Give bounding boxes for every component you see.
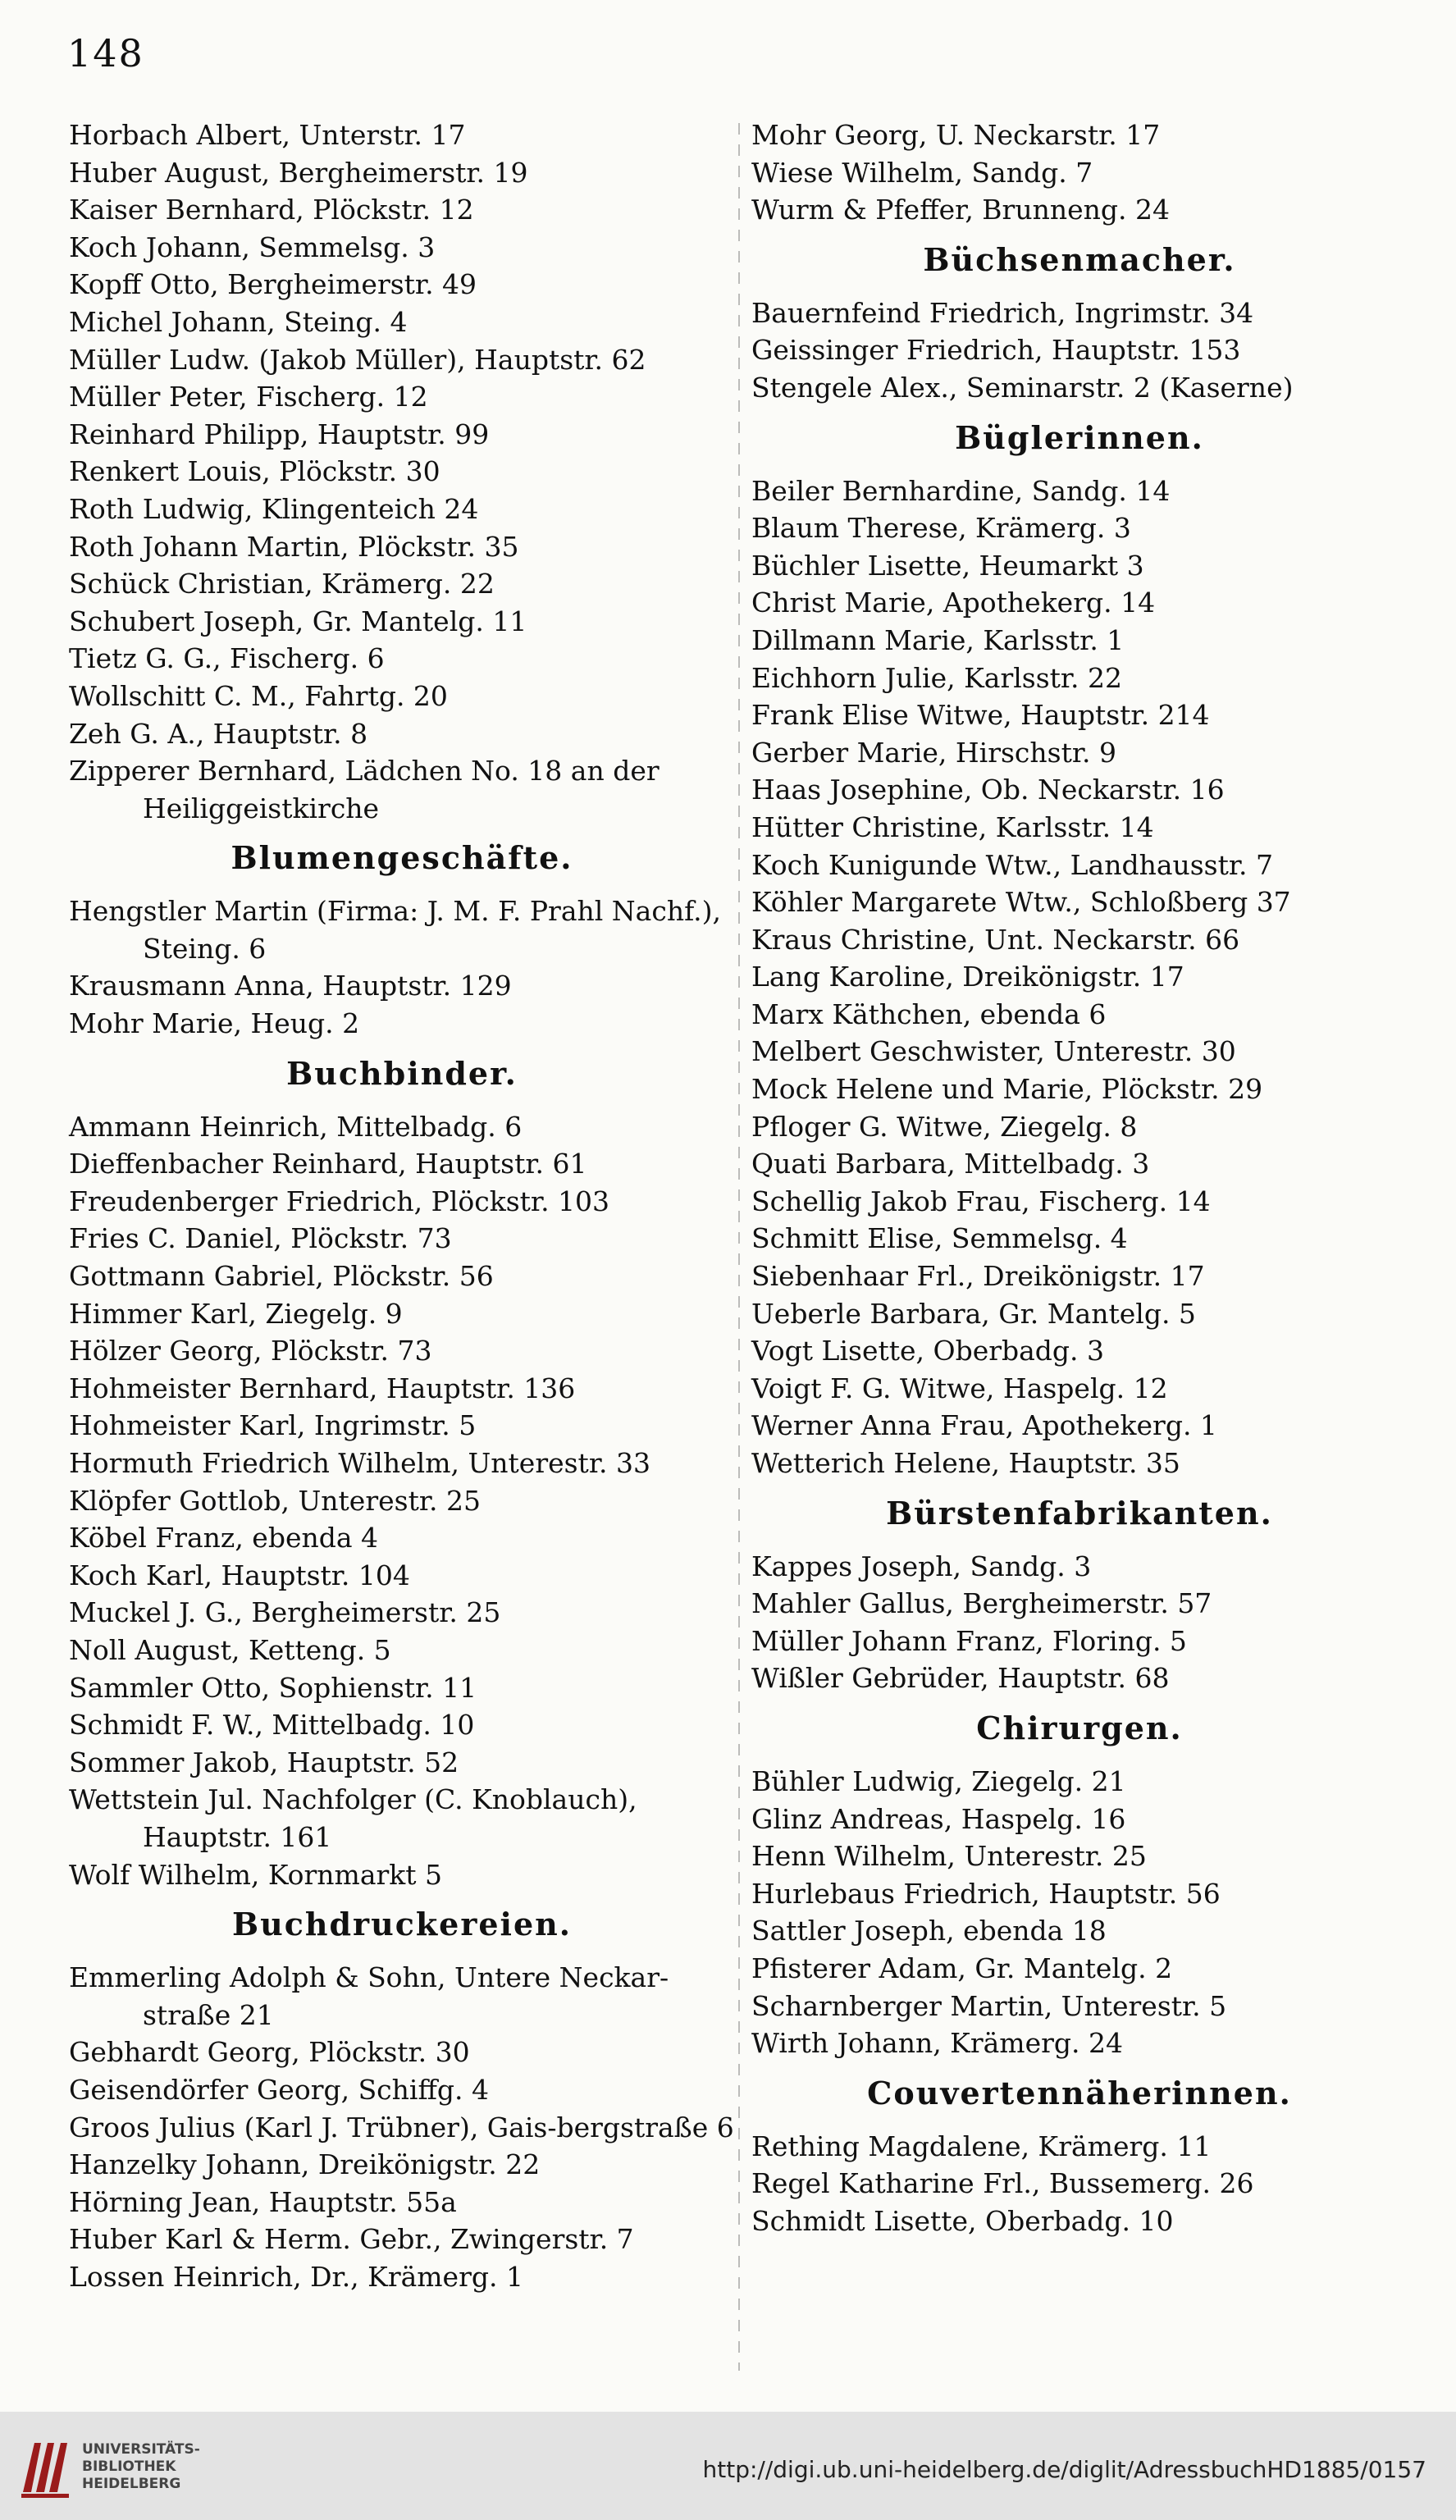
logo-line: BIBLIOTHEK	[82, 2458, 176, 2475]
directory-entry: Rething Magdalene, Krämerg. 11	[751, 2130, 1212, 2162]
directory-entry: Voigt F. G. Witwe, Haspelg. 12	[751, 1372, 1168, 1404]
directory-entry: Wollschitt C. M., Fahrtg. 20	[69, 679, 448, 712]
university-library-logo-icon	[18, 2435, 72, 2500]
directory-entry: Huber August, Bergheimerstr. 19	[69, 156, 528, 189]
directory-entry: Kopff Otto, Bergheimerstr. 49	[69, 268, 477, 301]
directory-entry: Hohmeister Karl, Ingrimstr. 5	[69, 1409, 477, 1442]
directory-entry: Köbel Franz, ebenda 4	[69, 1522, 379, 1554]
directory-entry: Wolf Wilhelm, Kornmarkt 5	[69, 1858, 443, 1891]
directory-entry: Sattler Joseph, ebenda 18	[751, 1915, 1107, 1947]
directory-entry: Muckel J. G., Bergheimerstr. 25	[69, 1596, 501, 1629]
directory-entry: Wettstein Jul. Nachfolger (C. Knoblauch), Hauptstr. 161	[69, 1783, 637, 1853]
directory-entry: Dieffenbacher Reinhard, Hauptstr. 61	[69, 1148, 587, 1180]
directory-entry: Noll August, Ketteng. 5	[69, 1633, 391, 1666]
directory-entry: Wurm & Pfeffer, Brunneng. 24	[751, 194, 1170, 226]
directory-entry: Schück Christian, Krämerg. 22	[69, 568, 495, 600]
directory-entry: Emmerling Adolph & Sohn, Untere Neckar-straße 21	[69, 1961, 669, 2031]
directory-entry: Wirth Johann, Krämerg. 24	[751, 2027, 1123, 2060]
directory-entry: Quati Barbara, Mittelbadg. 3	[751, 1148, 1150, 1180]
directory-entry: Haas Josephine, Ob. Neckarstr. 16	[751, 774, 1225, 806]
directory-entry: Ammann Heinrich, Mittelbadg. 6	[69, 1110, 523, 1143]
directory-entry: Schmidt F. W., Mittelbadg. 10	[69, 1709, 475, 1742]
directory-entry: Dillmann Marie, Karlsstr. 1	[751, 623, 1125, 656]
directory-entry: Reinhard Philipp, Hauptstr. 99	[69, 418, 490, 450]
directory-entry: Kaiser Bernhard, Plöckstr. 12	[69, 194, 474, 226]
directory-entry: Koch Kunigunde Wtw., Landhausstr. 7	[751, 848, 1274, 881]
section-heading: Chirurgen.	[976, 1709, 1183, 1746]
logo-line: UNIVERSITÄTS-	[82, 2441, 200, 2458]
directory-entry: Köhler Margarete Wtw., Schloßberg 37	[751, 886, 1291, 919]
directory-entry: Hörning Jean, Hauptstr. 55a	[69, 2185, 457, 2218]
logo-line: HEIDELBERG	[82, 2476, 181, 2492]
directory-entry: Pfisterer Adam, Gr. Mantelg. 2	[751, 1952, 1173, 1984]
directory-entry: Schellig Jakob Frau, Fischerg. 14	[751, 1185, 1211, 1217]
directory-entry: Gottmann Gabriel, Plöckstr. 56	[69, 1260, 494, 1293]
directory-entry: Klöpfer Gottlob, Unterestr. 25	[69, 1484, 481, 1517]
page-number: 148	[67, 31, 144, 75]
directory-entry: Mohr Marie, Heug. 2	[69, 1007, 360, 1040]
directory-entry: Hohmeister Bernhard, Hauptstr. 136	[69, 1372, 576, 1404]
directory-entry: Christ Marie, Apothekerg. 14	[751, 587, 1156, 619]
source-url[interactable]: http://digi.ub.uni-heidelberg.de/diglit/AdressbuchHD1885/0157	[702, 2456, 1426, 2483]
directory-entry: Wißler Gebrüder, Hauptstr. 68	[751, 1662, 1170, 1695]
directory-entry: Roth Johann Martin, Plöckstr. 35	[69, 530, 519, 563]
directory-entry: Müller Peter, Fischerg. 12	[69, 381, 428, 413]
directory-entry: Glinz Andreas, Haspelg. 16	[751, 1802, 1126, 1835]
directory-entry: Koch Karl, Hauptstr. 104	[69, 1559, 410, 1591]
directory-entry: Blaum Therese, Krämerg. 3	[751, 512, 1131, 545]
directory-entry: Beiler Bernhardine, Sandg. 14	[751, 474, 1171, 507]
directory-entry: Geisendörfer Georg, Schiffg. 4	[69, 2073, 490, 2106]
section-heading: Büchsenmacher.	[923, 240, 1236, 278]
section-heading: Buchbinder.	[286, 1054, 518, 1092]
library-logo-text	[82, 2441, 200, 2493]
directory-entry: Eichhorn Julie, Karlsstr. 22	[751, 661, 1123, 694]
directory-entry: Hanzelky Johann, Dreikönigstr. 22	[69, 2148, 541, 2181]
directory-entry: Kappes Joseph, Sandg. 3	[751, 1550, 1092, 1582]
directory-entry: Henn Wilhelm, Unterestr. 25	[751, 1840, 1147, 1873]
directory-entry: Michel Johann, Steing. 4	[69, 305, 408, 338]
directory-entry: Pfloger G. Witwe, Ziegelg. 8	[751, 1110, 1138, 1143]
directory-entry: Hurlebaus Friedrich, Hauptstr. 56	[751, 1877, 1221, 1910]
directory-entry: Siebenhaar Frl., Dreikönigstr. 17	[751, 1260, 1205, 1293]
directory-entry: Hormuth Friedrich Wilhelm, Unterestr. 33	[69, 1447, 650, 1479]
directory-entry: Müller Johann Franz, Floring. 5	[751, 1624, 1187, 1657]
directory-entry: Roth Ludwig, Klingenteich 24	[69, 492, 479, 525]
directory-entry: Regel Katharine Frl., Bussemerg. 26	[751, 2167, 1254, 2200]
directory-entry: Groos Julius (Karl J. Trübner), Gais-bergstraße 6	[69, 2111, 734, 2143]
directory-entry: Gerber Marie, Hirschstr. 9	[751, 736, 1116, 769]
right-column	[751, 116, 1408, 2240]
directory-entry: Krausmann Anna, Hauptstr. 129	[69, 970, 512, 1002]
directory-entry: Kraus Christine, Unt. Neckarstr. 66	[751, 923, 1240, 956]
directory-entry: Sommer Jakob, Hauptstr. 52	[69, 1746, 459, 1778]
directory-entry: Schmitt Elise, Semmelsg. 4	[751, 1222, 1128, 1255]
directory-entry: Mock Helene und Marie, Plöckstr. 29	[751, 1073, 1263, 1106]
footer-bar	[0, 2412, 1456, 2520]
directory-entry: Scharnberger Martin, Unterestr. 5	[751, 1989, 1227, 2022]
directory-entry: Stengele Alex., Seminarstr. 2 (Kaserne)	[751, 371, 1294, 404]
section-heading: Blumengeschäfte.	[230, 839, 573, 877]
directory-entry: Bauernfeind Friedrich, Ingrimstr. 34	[751, 296, 1254, 329]
section-heading: Couvertennäherinnen.	[867, 2074, 1292, 2111]
directory-entry: Fries C. Daniel, Plöckstr. 73	[69, 1222, 452, 1255]
directory-entry: Freudenberger Friedrich, Plöckstr. 103	[69, 1185, 610, 1217]
directory-entry: Himmer Karl, Ziegelg. 9	[69, 1297, 403, 1330]
column-divider	[738, 123, 740, 2371]
directory-entry: Vogt Lisette, Oberbadg. 3	[751, 1335, 1105, 1367]
directory-entry: Büchler Lisette, Heumarkt 3	[751, 549, 1144, 582]
directory-entry: Schubert Joseph, Gr. Mantelg. 11	[69, 605, 527, 637]
directory-entry: Horbach Albert, Unterstr. 17	[69, 119, 466, 151]
directory-entry: Mahler Gallus, Bergheimerstr. 57	[751, 1587, 1212, 1620]
directory-entry: Zeh G. A., Hauptstr. 8	[69, 717, 368, 750]
directory-entry: Gebhardt Georg, Plöckstr. 30	[69, 2036, 470, 2069]
directory-entry: Marx Käthchen, ebenda 6	[751, 998, 1107, 1030]
directory-entry: Huber Karl & Herm. Gebr., Zwingerstr. 7	[69, 2223, 634, 2256]
section-heading: Buchdruckereien.	[231, 1906, 573, 1943]
directory-entry: Wetterich Helene, Hauptstr. 35	[751, 1447, 1180, 1479]
directory-entry: Bühler Ludwig, Ziegelg. 21	[751, 1764, 1126, 1797]
directory-entry: Sammler Otto, Sophienstr. 11	[69, 1671, 477, 1704]
directory-entry: Schmidt Lisette, Oberbadg. 10	[751, 2204, 1174, 2237]
section-heading: Büglerinnen.	[955, 418, 1204, 456]
directory-entry: Tietz G. G., Fischerg. 6	[69, 642, 385, 675]
directory-entry: Ueberle Barbara, Gr. Mantelg. 5	[751, 1297, 1196, 1330]
directory-entry: Koch Johann, Semmelsg. 3	[69, 231, 436, 263]
directory-entry: Lossen Heinrich, Dr., Krämerg. 1	[69, 2260, 523, 2293]
directory-entry: Lang Karoline, Dreikönigstr. 17	[751, 961, 1184, 993]
section-heading: Bürstenfabrikanten.	[886, 1494, 1273, 1532]
directory-entry: Renkert Louis, Plöckstr. 30	[69, 455, 440, 488]
directory-entry: Hölzer Georg, Plöckstr. 73	[69, 1335, 432, 1367]
directory-entry: Wiese Wilhelm, Sandg. 7	[751, 156, 1093, 189]
directory-entry: Müller Ludw. (Jakob Müller), Hauptstr. 62	[69, 343, 646, 376]
directory-entry: Mohr Georg, U. Neckarstr. 17	[751, 119, 1161, 151]
directory-entry: Geissinger Friedrich, Hauptstr. 153	[751, 334, 1241, 367]
left-column	[69, 116, 735, 2295]
directory-entry: Zipperer Bernhard, Lädchen No. 18 an der Heiliggeistkirche	[69, 755, 660, 824]
directory-entry: Hütter Christine, Karlsstr. 14	[751, 810, 1154, 843]
directory-entry: Werner Anna Frau, Apothekerg. 1	[751, 1409, 1217, 1442]
directory-entry: Frank Elise Witwe, Hauptstr. 214	[751, 699, 1210, 732]
directory-entry: Melbert Geschwister, Unterestr. 30	[751, 1035, 1236, 1068]
directory-entry: Hengstler Martin (Firma: J. M. F. Prahl Nachf.), Steing. 6	[69, 895, 721, 965]
